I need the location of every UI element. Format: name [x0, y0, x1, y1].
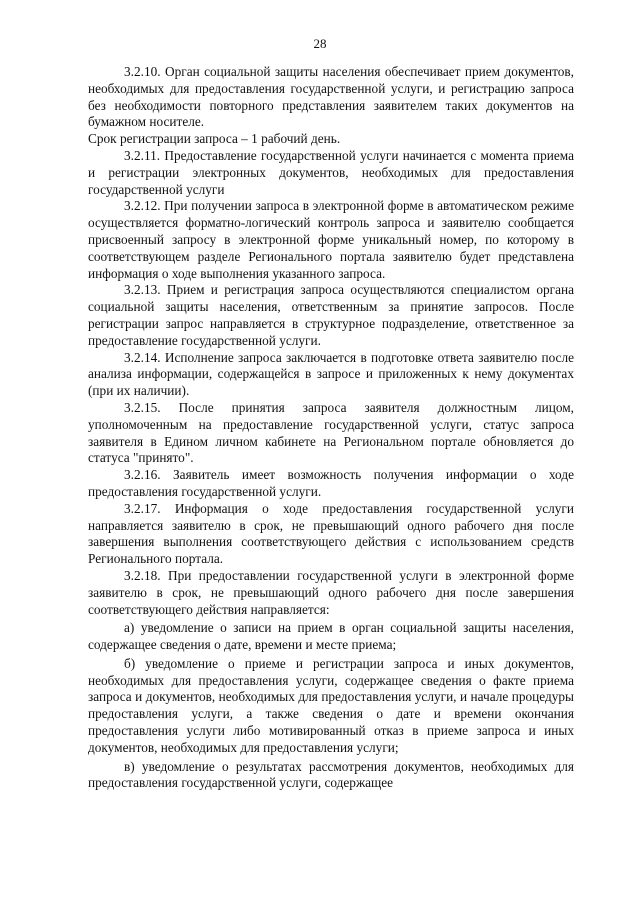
paragraph-3-2-18: 3.2.18. При предоставлении государственной услуги в электронной форме заявителю в срок, не превышающий одного рабочего дня после завершения соответствующего действия направляется:	[88, 567, 574, 617]
paragraph-registration-term: Срок регистрации запроса – 1 рабочий день.	[88, 131, 341, 147]
list-item-b: б) уведомление о приеме и регистрации запроса и иных документов, необходимых для предоставления услуги, содержащее сведения о факте приема запроса и документов, необходимых для предоставления услуги, и начале процедуры предоставления услуги, а также сведения о дате и времени окончания предоставления услуги либо мотивированный отказ в приеме запроса и иных документов, необходимых для предоставления услуги;	[88, 655, 574, 755]
paragraph-3-2-11: 3.2.11. Предоставление государственной услуги начинается с момента приема и регистрации электронных документов, необходимых для предоставления государственной услуги	[88, 147, 574, 197]
paragraph-3-2-12: 3.2.12. При получении запроса в электронной форме в автоматическом режиме осуществляется форматно-логический контроль запроса и заявителю сообщается присвоенный запросу в электронной форме уникальный номер, по которому в соответствующем разделе Регионального портала заявителю будет представлена информация о ходе выполнения указанного запроса.	[88, 198, 574, 281]
list-item-a: а) уведомление о записи на прием в орган социальной защиты населения, содержащее сведения о дате, времени и месте приема;	[88, 620, 574, 653]
paragraph-3-2-15: 3.2.15. После принятия запроса заявителя должностным лицом, уполномоченным на предоставление государственной услуги, статус запроса заявителя в Едином личном кабинете на Региональном портале обновляется до статуса "принято".	[88, 399, 574, 466]
paragraph-3-2-17: 3.2.17. Информация о ходе предоставления государственной услуги направляется заявителю в срок, не превышающий одного рабочего дня после завершения выполнения соответствующего действия с использованием средств Регионального портала.	[88, 500, 574, 567]
paragraph-3-2-13: 3.2.13. Прием и регистрация запроса осуществляются специалистом органа социальной защиты населения, ответственным за принятие запросов. После регистрации запрос направляется в структурное подразделение, ответственное за предоставление государственной услуги.	[88, 282, 574, 348]
page-number: 28	[313, 36, 327, 51]
paragraph-3-2-16: 3.2.16. Заявитель имеет возможность получения информации о ходе предоставления государственной услуги.	[88, 467, 574, 499]
paragraph-3-2-10: 3.2.10. Орган социальной защиты населения обеспечивает прием документов, необходимых для предоставления государственной услуги, и регистрацию запроса без необходимости повторного представления заявителем таких документов на бумажном носителе.	[88, 64, 574, 130]
list-item-v: в) уведомление о результатах рассмотрения документов, необходимых для предоставления государственной услуги, содержащее	[88, 758, 574, 791]
paragraph-3-2-14: 3.2.14. Исполнение запроса заключается в подготовке ответа заявителю после анализа информации, содержащейся в запросе и приложенных к нему документах (при их наличии).	[88, 349, 574, 399]
document-body	[88, 64, 574, 792]
